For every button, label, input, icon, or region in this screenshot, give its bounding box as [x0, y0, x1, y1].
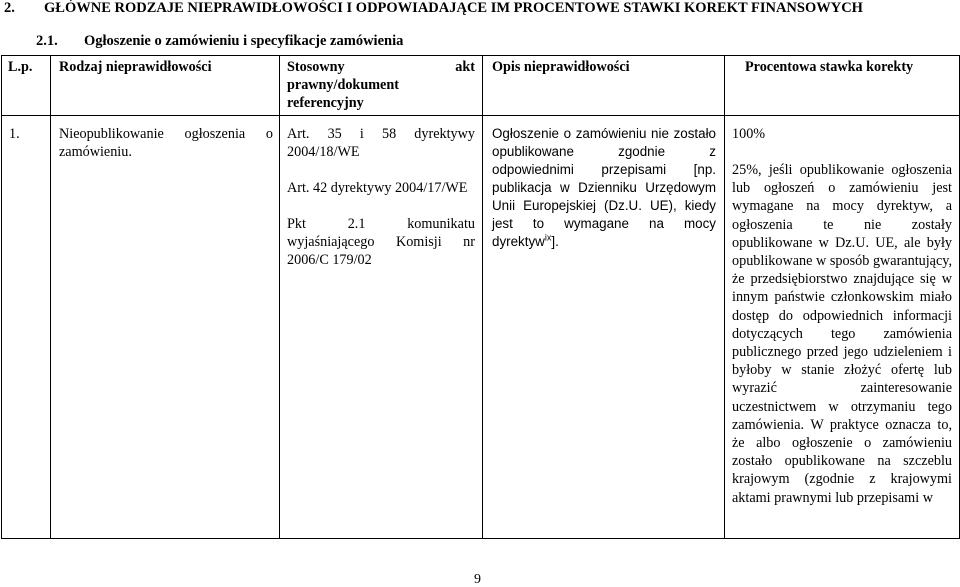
page-number: 9: [474, 572, 481, 587]
akt-ref-1: Art. 35 i 58 dyrektywy 2004/18/WE: [287, 126, 475, 160]
header-opis: Opis nieprawidłowości: [483, 56, 725, 116]
procent-reduced: 25%, jeśli opublikowanie ogłoszenia lub ogłoszeń o zamówieniu jest wymagane na mocy dyrektyw, a ogłoszenia te nie zostały opublikowane w Dz.U. UE, ale były opublikowane w sposób gwarantujący, że przedsiębiorstwo znajdujące się w innym państwie członkowskim miało dostęp do odpowiednich informacji dotyczących tego zamówienia publicznego przed jego udzieleniem i byłoby w stanie złożyć ofertę lub wyrazić zainteresowanie uczestnictwem w otrzymaniu tego zamówienia. W praktyce oznacza to, że albo ogłoszenie o zamówieniu zostało opublikowane na szczeblu krajowym (zgodnie z krajowymi aktami prawnymi lub przepisami w: [732, 162, 952, 506]
akt-ref-2: Art. 42 dyrektywy 2004/17/WE: [287, 180, 468, 196]
table-header-row: [2, 56, 960, 116]
cell-opis: [483, 116, 725, 539]
cell-rodzaj: Nieopublikowanie ogłoszenia o zamówieniu.: [51, 116, 280, 539]
opis-end: ].: [551, 234, 559, 249]
irregularities-table: [1, 55, 960, 539]
header-akt-line2: prawny/dokument: [287, 77, 399, 93]
header-akt-line3: referencyjny: [287, 95, 364, 111]
opis-text: Ogłoszenie o zamówieniu nie zostało opublikowane zgodnie z odpowiednimi przepisami [np. publikacja w Dzienniku Urzędowym Unii Europejskiej (Dz.U. UE), kiedy jest to wymagane na mocy dyrektyw: [492, 126, 716, 249]
table-row: [2, 116, 960, 539]
cell-procent: [725, 116, 960, 539]
footnote-ref: ix: [544, 232, 552, 243]
akt-ref-3: Pkt 2.1 komunikatu wyjaśniającego Komisji nr 2006/C 179/02: [287, 216, 475, 268]
header-lp: L.p.: [2, 56, 51, 116]
procent-full: 100%: [732, 126, 766, 142]
section-number: 2.: [4, 0, 15, 16]
section-heading: [4, 0, 863, 17]
cell-lp: 1.: [2, 116, 51, 539]
header-rodzaj: Rodzaj nieprawidłowości: [51, 56, 280, 116]
header-akt-line1: Stosowny akt: [287, 59, 475, 75]
header-akt: [280, 56, 483, 116]
subsection-title: Ogłoszenie o zamówieniu i specyfikacje zamówienia: [84, 33, 404, 49]
section-title: GŁÓWNE RODZAJE NIEPRAWIDŁOWOŚCI I ODPOWIADAJĄCE IM PROCENTOWE STAWKI KOREKT FINANSOWYCH: [44, 0, 863, 16]
subsection-number: 2.1.: [36, 33, 58, 49]
cell-akt: [280, 116, 483, 539]
subsection-heading: [36, 33, 403, 50]
header-procent: Procentowa stawka korekty: [725, 56, 960, 116]
